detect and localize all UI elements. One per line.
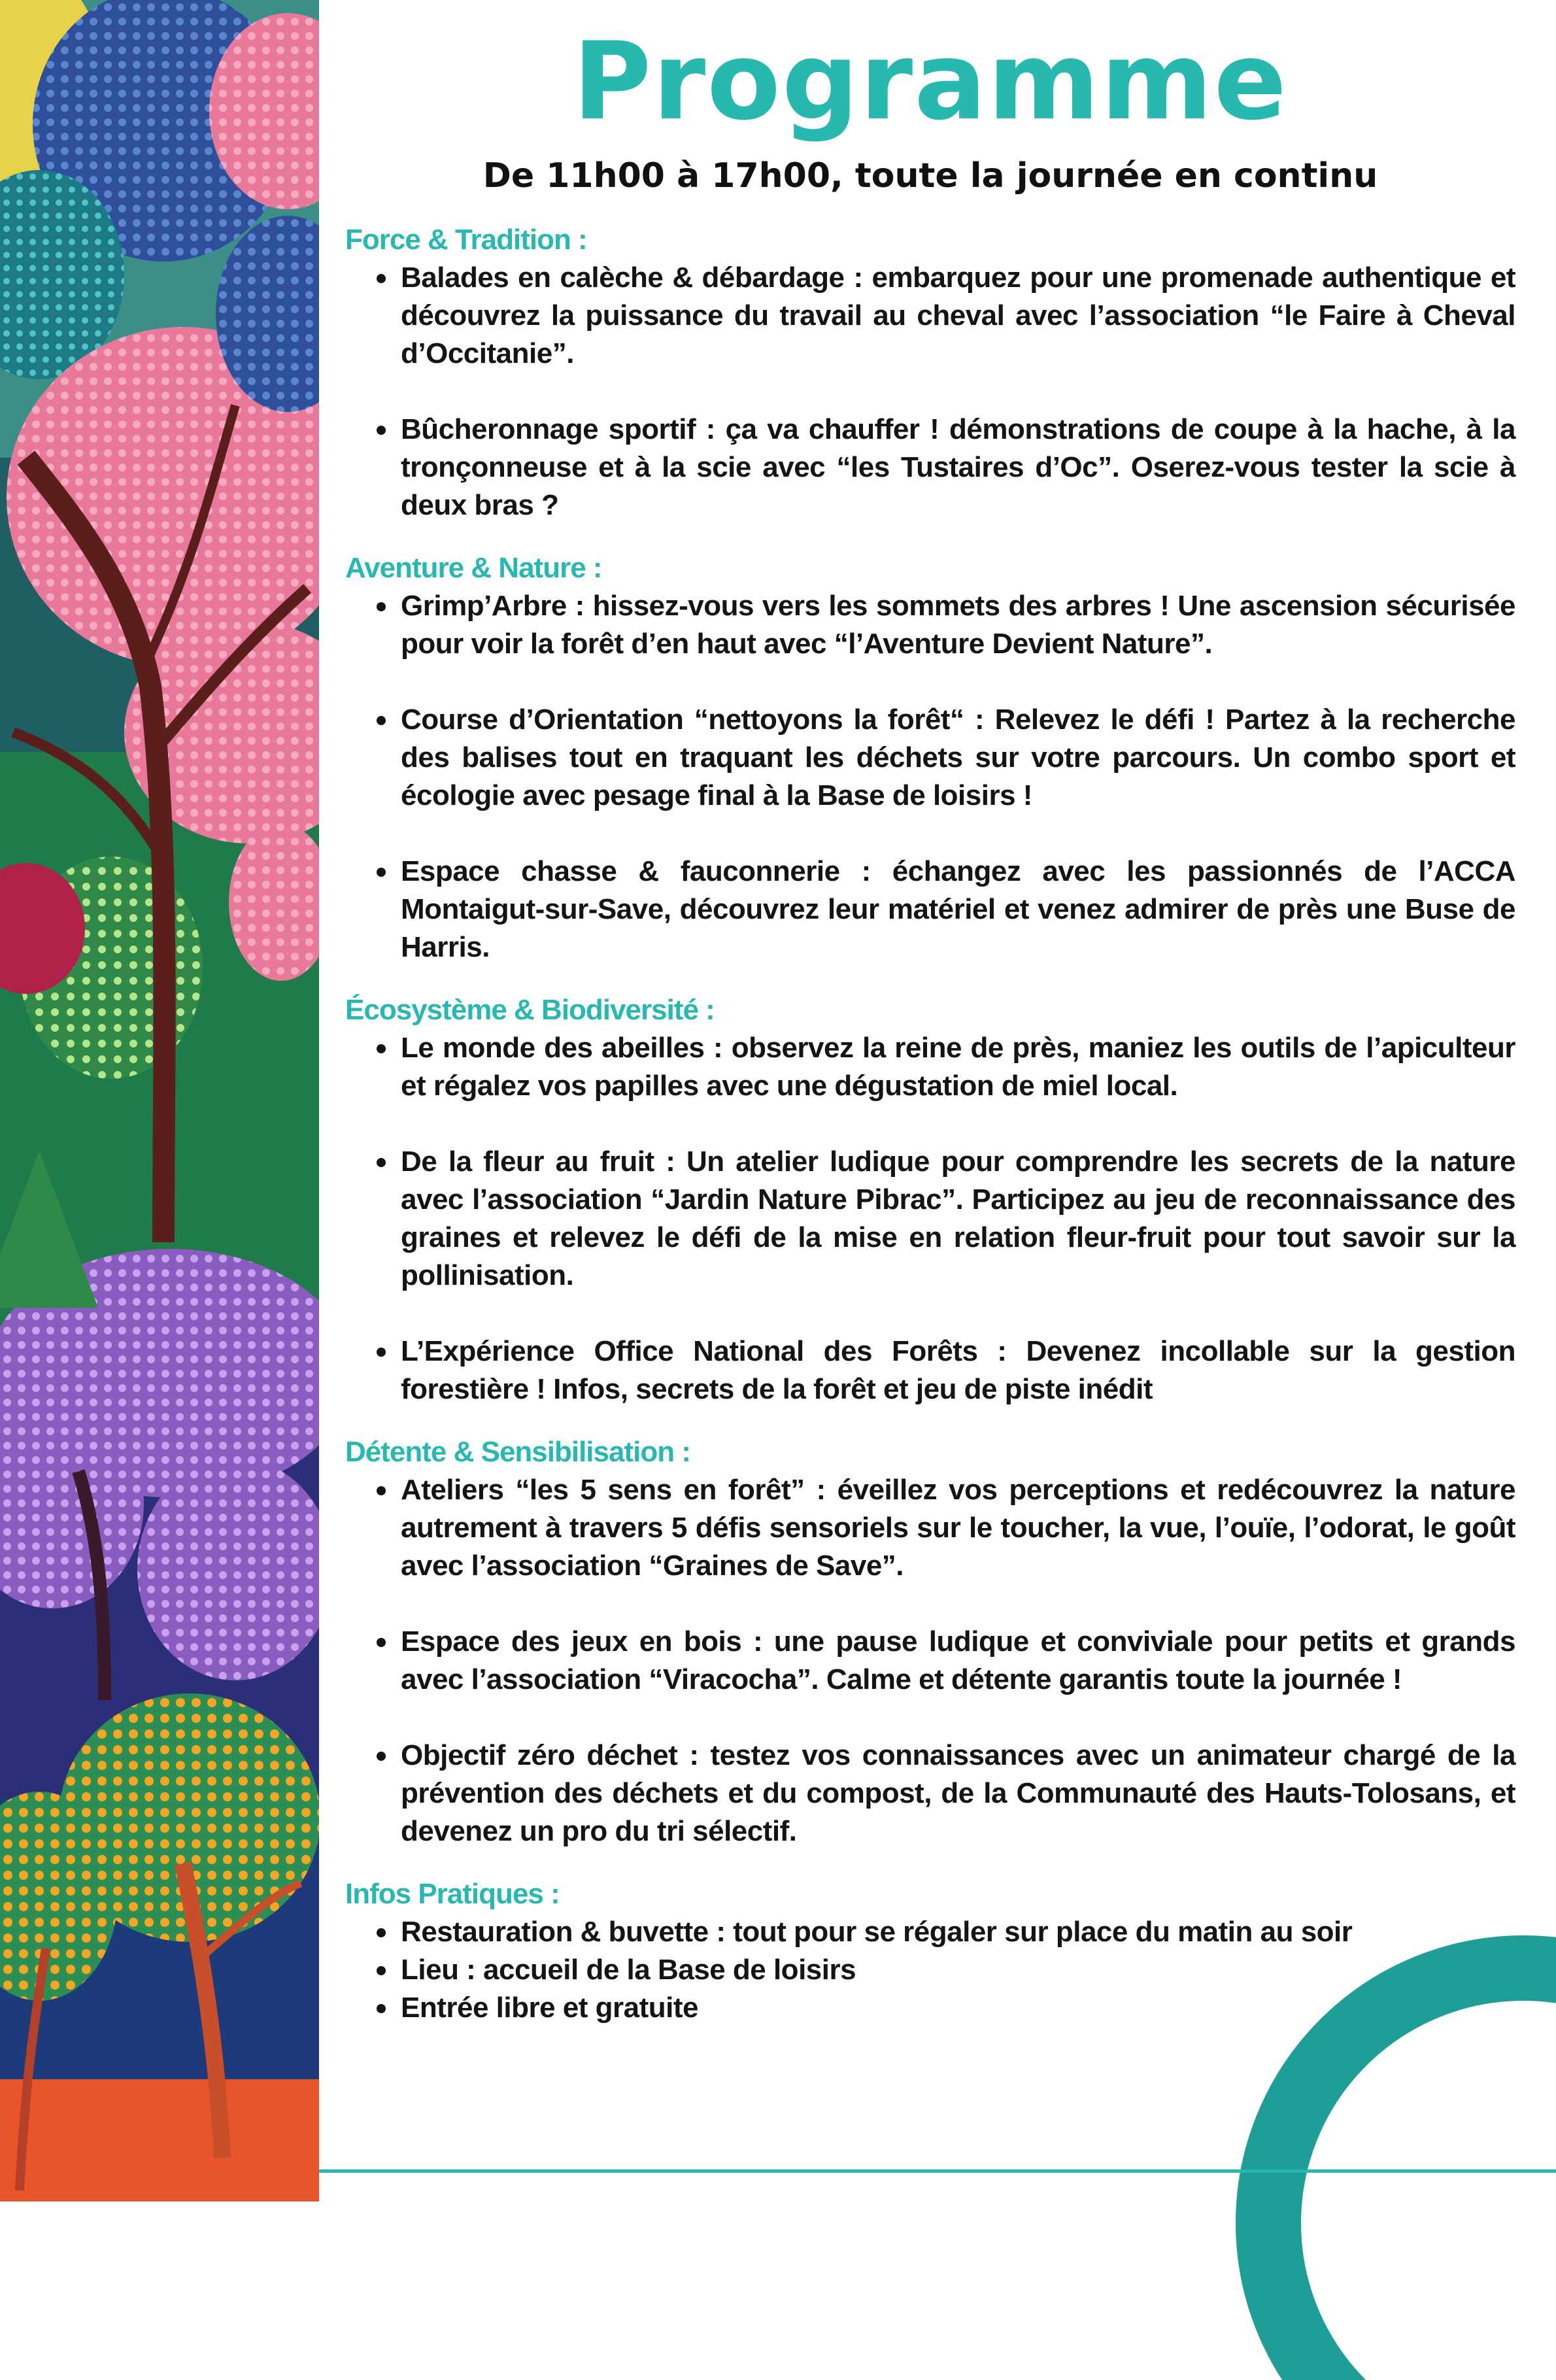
bullet-icon (377, 868, 386, 877)
bottom-divider (319, 2169, 1556, 2173)
section-heading: Force & Tradition : (345, 224, 587, 256)
list-item-text: Lieu : accueil de la Base de loisirs (401, 1954, 856, 1986)
list-item (345, 1333, 1515, 1408)
list-item (345, 259, 1515, 373)
section-aventure-nature (345, 549, 1515, 966)
list-item (345, 1143, 1515, 1295)
list-item-text: Objectif zéro déchet : testez vos connaissances avec un animateur chargé de la prévention des déchets et du compost, de la Communauté des Hauts-Tolosans, et devenez un pro du tri sélectif. (401, 1739, 1515, 1847)
list-item (345, 853, 1515, 966)
list-item-text: Le monde des abeilles : observez la reine de près, maniez les outils de l’apiculteur et régalez vos papilles avec une dégustation de miel local. (401, 1032, 1515, 1102)
section-heading: Détente & Sensibilisation : (345, 1436, 690, 1468)
programme-content (345, 19, 1515, 2027)
activity-list (345, 1471, 1515, 1850)
list-item (345, 1471, 1515, 1585)
section-heading: Aventure & Nature : (345, 552, 602, 584)
list-item-text: Entrée libre et gratuite (401, 1992, 699, 2024)
list-item-text: Course d’Orientation “nettoyons la forêt“ : Relevez le défi ! Partez à la recherche des balises tout en traquant les déchets sur votre parcours. Un combo sport et écologie avec pesage final à la Base de loisirs ! (401, 704, 1515, 811)
bullet-icon (377, 1752, 386, 1761)
bullet-icon (377, 716, 386, 725)
schedule-subtitle: De 11h00 à 17h00, toute la journée en continu (482, 156, 1378, 196)
list-item-text: Espace chasse & fauconnerie : échangez avec les passionnés de l’ACCA Montaigut-sur-Save, découvrez leur matériel et venez admirer de près une Buse de Harris. (401, 855, 1515, 963)
forest-illustration-art (0, 0, 319, 2202)
activity-list (345, 587, 1515, 966)
list-item-text: Espace des jeux en bois : une pause ludique et conviviale pour petits et grands avec l’association “Viracocha”. Calme et détente garantis toute la journée ! (401, 1625, 1515, 1695)
bullet-icon (377, 426, 386, 435)
list-item (345, 701, 1515, 815)
decorative-arc (1223, 1922, 1556, 2380)
activity-list (345, 1029, 1515, 1408)
bullet-icon (377, 1486, 386, 1495)
list-item-text: Grimp’Arbre : hissez-vous vers les sommets des arbres ! Une ascension sécurisée pour voir la forêt d’en haut avec “l’Aventure Devient Nature”. (401, 590, 1515, 660)
bullet-icon (377, 602, 386, 611)
list-item (345, 411, 1515, 524)
bullet-icon (377, 1044, 386, 1053)
list-item (345, 1737, 1515, 1850)
list-item (345, 587, 1515, 663)
list-item-text: L’Expérience Office National des Forêts : Devenez incollable sur la gestion forestière ! Infos, secrets de la forêt et jeu de piste inédit (401, 1335, 1515, 1405)
bullet-icon (377, 1928, 386, 1937)
section-detente-sensibilisation (345, 1433, 1515, 1850)
section-heading: Infos Pratiques : (345, 1878, 560, 1910)
bullet-icon (377, 1348, 386, 1357)
section-force-tradition (345, 221, 1515, 524)
bullet-icon (377, 2004, 386, 2013)
bullet-icon (377, 1638, 386, 1647)
list-item (345, 1623, 1515, 1699)
page-title: Programme (573, 19, 1288, 144)
list-item-text: Balades en calèche & débardage : embarquez pour une promenade authentique et découvrez la puissance du travail au cheval avec l’association “le Faire à Cheval d’Occitanie”. (401, 262, 1515, 369)
list-item-text: De la fleur au fruit : Un atelier ludique pour comprendre les secrets de la nature avec l’association “Jardin Nature Pibrac”. Participez au jeu de reconnaissance des graines et relevez le défi de la mise en relation fleur-fruit pour tout savoir sur la pollinisation. (401, 1146, 1515, 1291)
section-heading: Écosystème & Biodiversité : (345, 994, 715, 1026)
bullet-icon (377, 274, 386, 283)
list-item (345, 1029, 1515, 1105)
bullet-icon (377, 1158, 386, 1167)
forest-illustration (0, 0, 319, 2202)
list-item-text: Restauration & buvette : tout pour se régaler sur place du matin au soir (401, 1916, 1353, 1948)
list-item-text: Ateliers “les 5 sens en forêt” : éveillez vos perceptions et redécouvrez la nature autrement à travers 5 défis sensoriels sur le toucher, la vue, l’ouïe, l’odorat, le goût avec l’association “Graines de Save”. (401, 1474, 1515, 1582)
bullet-icon (377, 1966, 386, 1975)
activity-list (345, 259, 1515, 524)
section-ecosysteme-biodiversite (345, 991, 1515, 1408)
list-item-text: Bûcheronnage sportif : ça va chauffer ! démonstrations de coupe à la hache, à la tronçonneuse et à la scie avec “les Tustaires d’Oc”. Oserez-vous tester la scie à deux bras ? (401, 413, 1515, 521)
